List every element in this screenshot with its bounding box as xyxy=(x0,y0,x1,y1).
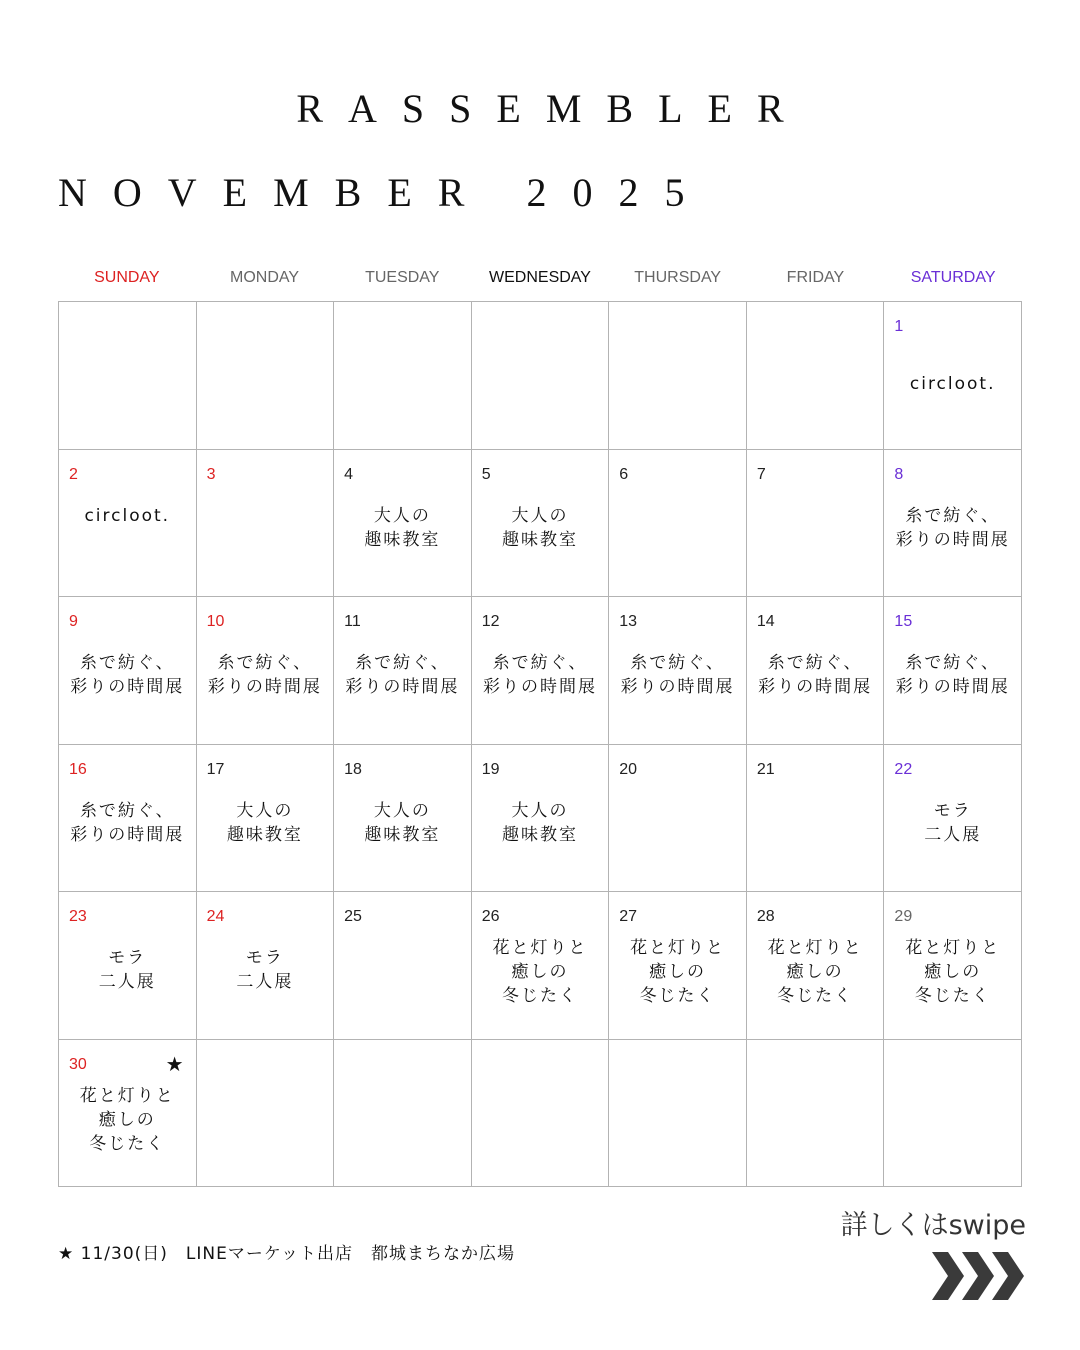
calendar-day-cell xyxy=(747,892,885,1040)
event-label: 大人の 趣味教室 xyxy=(501,800,578,845)
brand-title: RASSEMBLER xyxy=(296,86,809,131)
calendar-day-cell xyxy=(334,892,472,1040)
weekday-monday: MONDAY xyxy=(230,269,300,286)
calendar-day-cell xyxy=(197,1040,335,1188)
day-number: 16 xyxy=(69,760,87,778)
calendar-day-cell xyxy=(197,597,335,745)
day-number: 10 xyxy=(206,613,225,630)
event-label: 糸で紡ぐ、 彩りの時間展 xyxy=(620,653,735,697)
calendar-day-cell xyxy=(609,450,747,598)
calendar-day-cell xyxy=(334,745,472,893)
calendar-day-cell xyxy=(197,745,335,893)
calendar-day-cell xyxy=(884,892,1022,1040)
event-label: 糸で紡ぐ、 彩りの時間展 xyxy=(345,653,460,697)
calendar-day-cell xyxy=(747,302,885,450)
calendar-day-cell xyxy=(472,302,610,450)
event-label: 糸で紡ぐ、 彩りの時間展 xyxy=(207,653,322,697)
day-number: 3 xyxy=(206,465,216,483)
day-number: 12 xyxy=(481,613,500,630)
event-label: 花と灯りと 癒しの 冬じたく xyxy=(79,1085,175,1154)
calendar-day-cell xyxy=(609,302,747,450)
star-icon: ★ xyxy=(165,1051,184,1076)
calendar-day-cell xyxy=(59,892,197,1040)
calendar-day-cell xyxy=(197,892,335,1040)
day-number: 30 xyxy=(69,1055,87,1073)
day-number: 17 xyxy=(206,760,225,778)
swipe-hint[interactable]: 詳しくはswipe xyxy=(840,1210,1026,1241)
calendar-day-cell xyxy=(884,450,1022,598)
calendar-day-cell xyxy=(334,1040,472,1188)
day-number: 21 xyxy=(756,760,775,778)
day-number: 13 xyxy=(619,613,638,630)
day-number: 8 xyxy=(894,465,904,483)
calendar-day-cell xyxy=(747,597,885,745)
calendar-day-cell xyxy=(747,745,885,893)
weekday-thursday: THURSDAY xyxy=(634,269,722,286)
calendar-day-cell xyxy=(472,892,610,1040)
month-title: NOVEMBER 2025 xyxy=(58,170,711,215)
calendar-day-cell xyxy=(197,450,335,598)
event-footnote: ★ 11/30(日) LINEマーケット出店 都城まちなか広場 xyxy=(58,1244,515,1264)
day-number: 26 xyxy=(481,908,500,925)
calendar-day-cell xyxy=(59,302,197,450)
event-label: circloot. xyxy=(84,505,171,526)
day-number: 7 xyxy=(756,465,766,483)
event-label: モラ 二人展 xyxy=(236,948,294,992)
day-number: 15 xyxy=(894,613,913,630)
day-number: 14 xyxy=(756,613,775,630)
event-label: 糸で紡ぐ、 彩りの時間展 xyxy=(895,653,1010,697)
calendar-day-cell xyxy=(334,450,472,598)
day-number: 27 xyxy=(619,908,638,925)
event-label: 糸で紡ぐ、 彩りの時間展 xyxy=(70,800,185,845)
calendar-day-cell xyxy=(472,1040,610,1188)
day-number: 2 xyxy=(69,465,78,483)
day-number: 6 xyxy=(619,465,629,483)
calendar-day-cell xyxy=(59,745,197,893)
day-number: 5 xyxy=(481,465,491,483)
calendar-day-cell xyxy=(472,745,610,893)
event-label: 花と灯りと 癒しの 冬じたく xyxy=(492,938,588,1006)
event-label: 花と灯りと 癒しの 冬じたく xyxy=(630,938,726,1006)
calendar-day-cell xyxy=(884,597,1022,745)
event-label: 花と灯りと 癒しの 冬じたく xyxy=(767,938,863,1006)
day-number: 18 xyxy=(344,760,362,778)
calendar-day-cell xyxy=(609,745,747,893)
day-number: 24 xyxy=(206,908,225,925)
triple-chevron-right-icon[interactable] xyxy=(930,1250,1026,1302)
event-label: 花と灯りと 癒しの 冬じたく xyxy=(905,938,1001,1006)
day-number: 20 xyxy=(619,760,638,778)
calendar-day-cell xyxy=(884,1040,1022,1188)
day-number: 11 xyxy=(344,613,361,630)
event-label: 糸で紡ぐ、 彩りの時間展 xyxy=(758,653,873,697)
event-label: circloot. xyxy=(909,374,996,394)
event-label: 大人の 趣味教室 xyxy=(226,800,303,845)
day-number: 4 xyxy=(344,465,354,483)
weekday-header-row xyxy=(58,264,1022,292)
calendar-day-cell xyxy=(609,597,747,745)
event-label: 大人の 趣味教室 xyxy=(364,505,441,550)
event-label: モラ 二人展 xyxy=(98,948,156,992)
day-number: 22 xyxy=(894,760,913,778)
calendar-day-cell xyxy=(747,1040,885,1188)
calendar-day-cell xyxy=(884,745,1022,893)
day-number: 19 xyxy=(481,760,500,778)
calendar-day-cell xyxy=(59,597,197,745)
day-number: 25 xyxy=(344,908,362,925)
calendar-day-cell xyxy=(334,302,472,450)
event-label: 糸で紡ぐ、 彩りの時間展 xyxy=(70,653,185,697)
calendar-day-cell xyxy=(59,1040,197,1188)
event-label: 糸で紡ぐ、 彩りの時間展 xyxy=(895,505,1010,550)
weekday-friday: FRIDAY xyxy=(786,269,845,286)
calendar-day-cell xyxy=(609,892,747,1040)
calendar-day-cell xyxy=(609,1040,747,1188)
event-label: 糸で紡ぐ、 彩りの時間展 xyxy=(482,653,597,697)
event-label: 大人の 趣味教室 xyxy=(364,800,441,845)
weekday-wednesday: WEDNESDAY xyxy=(489,269,591,286)
calendar-day-cell xyxy=(472,450,610,598)
weekday-saturday: SATURDAY xyxy=(910,269,996,286)
calendar-day-cell xyxy=(884,302,1022,450)
calendar-grid xyxy=(58,301,1022,1187)
calendar-day-cell xyxy=(334,597,472,745)
weekday-sunday: SUNDAY xyxy=(94,269,160,286)
calendar-day-cell xyxy=(59,450,197,598)
day-number: 28 xyxy=(756,908,775,925)
event-label: モラ 二人展 xyxy=(924,800,982,845)
day-number: 23 xyxy=(69,908,87,925)
weekday-tuesday: TUESDAY xyxy=(365,269,440,286)
calendar-day-cell xyxy=(747,450,885,598)
day-number: 9 xyxy=(69,613,78,630)
day-number: 1 xyxy=(894,318,904,335)
day-number: 29 xyxy=(894,908,913,925)
calendar-day-cell xyxy=(472,597,610,745)
event-label: 大人の 趣味教室 xyxy=(501,505,578,550)
calendar-day-cell xyxy=(197,302,335,450)
